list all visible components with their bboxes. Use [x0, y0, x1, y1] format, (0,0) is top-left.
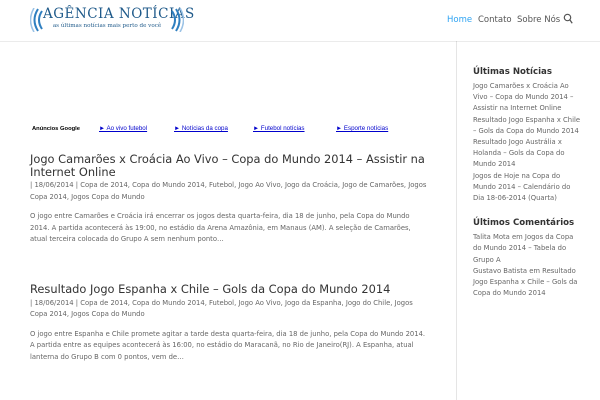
post-excerpt: O jogo entre Camarões e Croácia irá encerrar os jogos desta quarta-feira, dia 18 de junho, pela Copa do Mundo 2014. A partida acontecerá às 19:00, no estádio da Arena Amazônia, em Manaus (AM). A seleção de Camarões, atual terceira colocada do Grupo A sem nenhum ponto…	[30, 212, 411, 243]
post-meta: | 18/06/2014 | Copa de 2014, Copa do Mundo 2014, Futebol, Jogo Ao Vivo, Jogo da Croácia, Jogo de Camarões, Jogos Copa 2014, Jogos Copa do Mundo	[30, 181, 427, 201]
list-item	[473, 266, 583, 300]
post-category-link[interactable]: Copa de 2014	[80, 298, 128, 307]
list-item	[473, 232, 583, 266]
post-category-link[interactable]: Jogo Ao Vivo	[238, 181, 281, 189]
search-icon[interactable]	[563, 13, 573, 25]
post-category-link[interactable]: Copa do Mundo 2014	[132, 298, 205, 307]
post-title[interactable]: Resultado Jogo Espanha x Chile – Gols da Copa do Mundo 2014	[30, 282, 391, 296]
post-category-link[interactable]: Jogos Copa 2014	[30, 298, 413, 318]
post-category-link[interactable]: Jogos Copa do Mundo	[71, 310, 145, 318]
post-category-link[interactable]: Jogos Copa do Mundo	[71, 192, 145, 201]
recent-posts-list	[473, 81, 583, 204]
post-title[interactable]: Jogo Camarões x Croácia Ao Vivo – Copa do Mundo 2014 – Assistir na Internet Online	[30, 152, 425, 179]
signal-waves-right-icon	[170, 8, 184, 32]
widget-title: Últimos Comentários	[473, 218, 575, 229]
nav-item-contato[interactable]: Contato	[478, 15, 512, 25]
recent-post-link[interactable]: Jogos de Hoje na Copa do Mundo 2014 – Calendário do Dia 18-06-2014 (Quarta)	[473, 171, 571, 203]
post-category-link[interactable]: Copa de 2014	[80, 181, 128, 189]
post-date: 18/06/2014	[34, 181, 74, 189]
list-item	[473, 171, 583, 205]
post-category-link[interactable]: Futebol	[209, 181, 235, 189]
list-item	[473, 115, 583, 137]
post-category-link[interactable]: Jogo da Espanha	[284, 298, 342, 307]
nav-item-home[interactable]: Home	[447, 15, 473, 25]
content-sidebar-divider	[456, 41, 457, 400]
recent-comment-link[interactable]: Talita Mota em Jogos da Copa do Mundo 2014 – Tabela do Grupo A	[473, 233, 574, 264]
ad-link-noticias-da-copa[interactable]: ► Notícias da copa	[174, 125, 228, 132]
post-category-link[interactable]: Futebol	[209, 298, 235, 307]
post-category-link[interactable]: Copa do Mundo 2014	[132, 181, 205, 189]
post-category-link[interactable]: Jogo do Chile	[345, 298, 391, 307]
site-logo[interactable]	[30, 6, 195, 34]
post-category-link[interactable]: Jogo de Camarões	[342, 181, 404, 189]
nav-item-sobre-nos[interactable]: Sobre Nós	[517, 15, 561, 25]
post-article	[30, 283, 430, 363]
post-date: 18/06/2014	[34, 298, 74, 307]
widget-recent-comments	[473, 217, 583, 299]
post-meta: | 18/06/2014 | Copa de 2014, Copa do Mundo 2014, Futebol, Jogo Ao Vivo, Jogo da Espanha, Jogo do Chile, Jogos Copa 2014, Jogos Copa do Mundo	[30, 298, 413, 318]
post-category-link[interactable]: Jogo Ao Vivo	[238, 298, 281, 307]
recent-post-link[interactable]: Jogo Camarões x Croácia Ao Vivo – Copa do Mundo 2014 – Assistir na Internet Online	[473, 82, 574, 113]
ad-link-ao-vivo-futebol[interactable]: ► Ao vivo futebol	[99, 125, 148, 132]
ads-label: Anúncios Google	[32, 126, 80, 132]
recent-comments-list	[473, 232, 583, 299]
post-category-link[interactable]: Jogos Copa 2014	[30, 181, 427, 201]
post-article	[30, 153, 430, 246]
list-item	[473, 137, 583, 171]
signal-waves-left-icon	[30, 8, 44, 32]
site-tagline: as últimas notícias mais perto de você	[52, 23, 162, 29]
widget-recent-posts	[473, 66, 583, 204]
site-title: AGÊNCIA NOTÍCIAS	[43, 6, 195, 22]
site-header	[0, 0, 600, 41]
ad-link-futebol-noticias[interactable]: ► Futebol notícias	[253, 125, 305, 132]
sidebar	[473, 66, 583, 299]
widget-title: Últimas Notícias	[473, 67, 552, 77]
list-item	[473, 81, 583, 115]
post-excerpt: O jogo entre Espanha e Chile promete agitar a tarde desta quarta-feira, dia 18 de junho, pela Copa do Mundo 2014. A partida entre as equipes acontecerá às 16:00, no estádio do Maracanã, no Rio de Janeiro(RJ). A Espanha, atual lanterna do Grupo B com 0 pontos, vem de…	[30, 329, 426, 361]
recent-post-link[interactable]: Resultado Jogo Espanha x Chile – Gols da Copa do Mundo 2014	[473, 115, 581, 135]
post-category-link[interactable]: Jogo da Croácia	[284, 181, 338, 189]
recent-post-link[interactable]: Resultado Jogo Austrália x Holanda – Gols da Copa do Mundo 2014	[473, 138, 565, 169]
ad-link-esporte-noticias[interactable]: ► Esporte notícias	[336, 125, 389, 132]
recent-comment-link[interactable]: Gustavo Batista em Resultado Jogo Espanha x Chile – Gols da Copa do Mundo 2014	[473, 266, 578, 298]
